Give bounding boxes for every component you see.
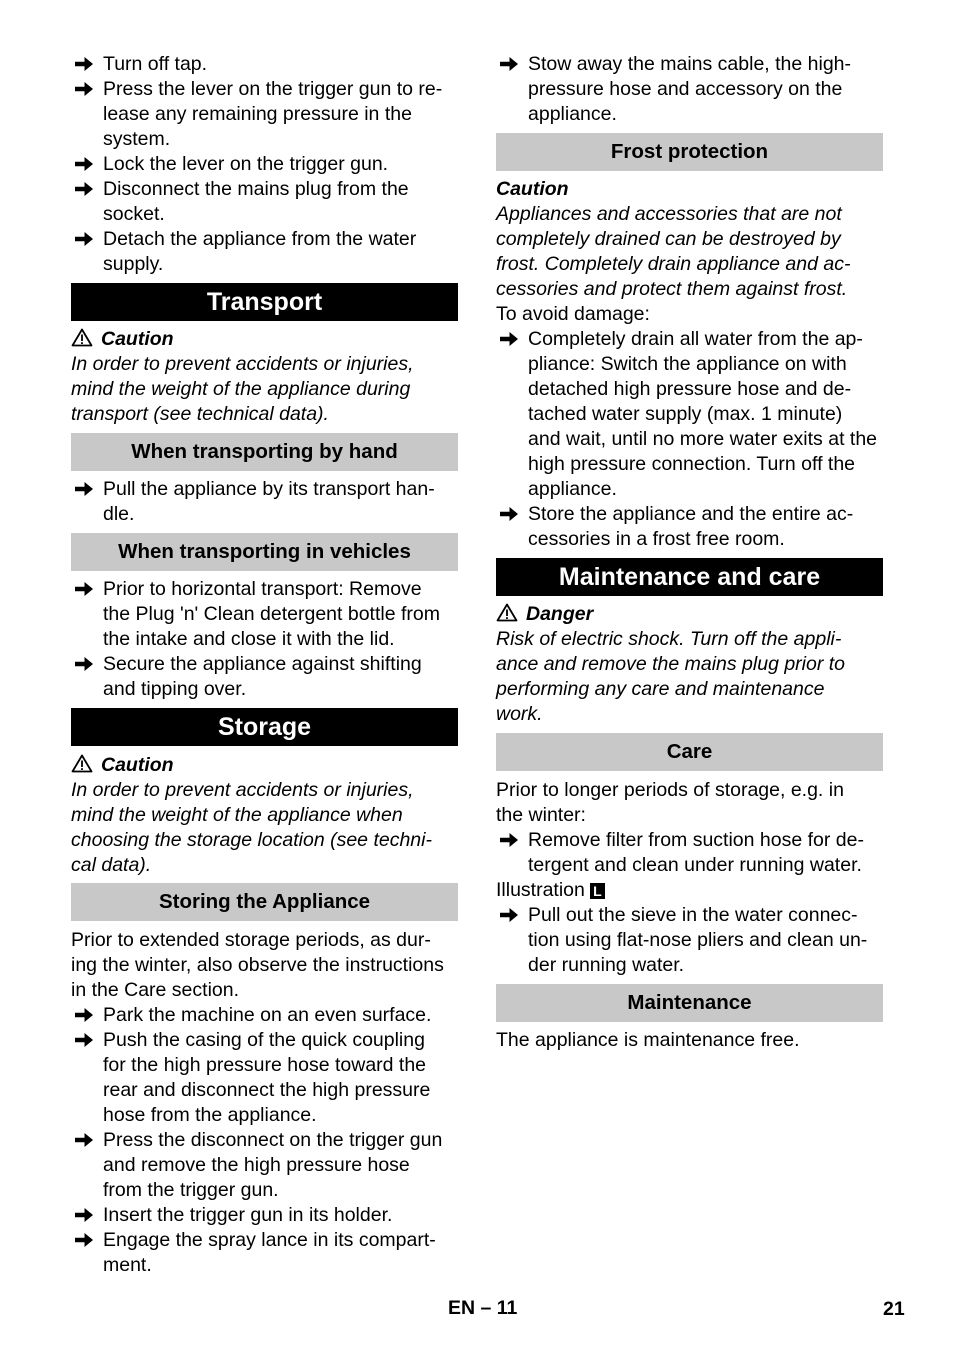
bullet-text-line: dle.	[103, 503, 135, 525]
heading-maintenance-and-care: Maintenance and care	[496, 558, 883, 596]
text-line: cal data).	[71, 854, 152, 876]
bullet-item	[496, 52, 883, 127]
illustration-letter-badge: L	[590, 883, 605, 899]
danger-label: Danger	[496, 602, 593, 627]
bullet-item	[71, 477, 458, 527]
warning-icon	[496, 603, 518, 622]
text-line: Prior to longer periods of storage, e.g. in	[496, 779, 844, 801]
bullet-item	[71, 77, 458, 152]
storing-intro	[71, 928, 458, 1003]
bullet-text-line: appliance.	[528, 103, 617, 125]
arrow-right-icon	[74, 179, 94, 199]
bullet-text-line: Push the casing of the quick coupling	[103, 1029, 425, 1051]
maintenance-text: The appliance is maintenance free.	[496, 1029, 800, 1051]
care-intro	[496, 778, 883, 828]
arrow-right-icon	[499, 329, 519, 349]
heading-storage: Storage	[71, 708, 458, 746]
bullet-item	[496, 327, 883, 502]
heading-maintenance: Maintenance	[496, 984, 883, 1022]
caution-text-storage	[71, 778, 458, 878]
bullet-text-line: Turn off tap.	[103, 53, 208, 75]
bullet-text-line: for the high pressure hose toward the	[103, 1054, 427, 1076]
heading-transport: Transport	[71, 283, 458, 321]
bullet-text-line: Insert the trigger gun in its holder.	[103, 1204, 393, 1226]
bullet-text-line: lease any remaining pressure in the	[103, 103, 412, 125]
bullet-text-line: hose from the appliance.	[103, 1104, 317, 1126]
bullet-item	[496, 502, 883, 552]
bullet-text-line: appliance.	[528, 478, 617, 500]
bullet-text-line: system.	[103, 128, 171, 150]
bullet-text-line: tached water supply (max. 1 minute)	[528, 403, 843, 425]
arrow-right-icon	[499, 830, 519, 850]
caution-label-storage: Caution	[71, 753, 174, 778]
bullet-text-line: tion using flat-nose pliers and clean un-	[528, 929, 868, 951]
bullet-item	[71, 227, 458, 277]
arrow-right-icon	[74, 1230, 94, 1250]
bullet-text-line: Remove filter from suction hose for de-	[528, 829, 864, 851]
arrow-right-icon	[499, 54, 519, 74]
arrow-right-icon	[74, 579, 94, 599]
bullet-text-line: Secure the appliance against shifting	[103, 653, 422, 675]
bullet-text-line: from the trigger gun.	[103, 1179, 279, 1201]
text-line: frost. Completely drain appliance and ac-	[496, 253, 851, 275]
bullet-text-line: and remove the high pressure hose	[103, 1154, 410, 1176]
bullet-text-line: rear and disconnect the high pressure	[103, 1079, 431, 1101]
arrow-right-icon	[74, 79, 94, 99]
danger-text	[496, 627, 883, 727]
bullet-item	[71, 52, 458, 77]
bullet-text-line: supply.	[103, 253, 164, 275]
page-number: 21	[883, 1298, 905, 1320]
arrow-right-icon	[74, 229, 94, 249]
heading-storing-appliance: Storing the Appliance	[71, 883, 458, 921]
text-line: in the Care section.	[71, 979, 240, 1001]
bullet-text-line: Engage the spray lance in its compart-	[103, 1229, 436, 1251]
bullet-text-line: Park the machine on an even surface.	[103, 1004, 432, 1026]
arrow-right-icon	[74, 654, 94, 674]
bullet-text-line: the intake and close it with the lid.	[103, 628, 395, 650]
illustration-ref: Illustration L	[496, 878, 883, 903]
warning-icon	[71, 328, 93, 347]
bullet-text-line: Lock the lever on the trigger gun.	[103, 153, 389, 175]
bullet-text-line: detached high pressure hose and de-	[528, 378, 852, 400]
arrow-right-icon	[74, 1005, 94, 1025]
text-line: completely drained can be destroyed by	[496, 228, 841, 250]
bullet-item	[71, 152, 458, 177]
text-line: Prior to extended storage periods, as dur-	[71, 929, 431, 951]
bullet-text-line: Pull the appliance by its transport han-	[103, 478, 435, 500]
bullet-item	[496, 903, 883, 978]
bullet-text-line: Completely drain all water from the ap-	[528, 328, 863, 350]
text-line: In order to prevent accidents or injuries,	[71, 779, 414, 801]
arrow-right-icon	[74, 54, 94, 74]
bullet-item	[496, 828, 883, 878]
bullet-text-line: high pressure connection. Turn off the	[528, 453, 856, 475]
bullet-item	[71, 652, 458, 702]
bullet-text-line: Prior to horizontal transport: Remove	[103, 578, 422, 600]
text-line: mind the weight of the appliance when	[71, 804, 403, 826]
bullet-item	[71, 1003, 458, 1028]
text-line: mind the weight of the appliance during	[71, 378, 411, 400]
bullet-text-line: Stow away the mains cable, the high-	[528, 53, 852, 75]
bullet-text-line: Press the disconnect on the trigger gun	[103, 1129, 443, 1151]
bullet-text-line: cessories in a frost free room.	[528, 528, 785, 550]
bullet-item	[71, 1028, 458, 1128]
bullet-text-line: ment.	[103, 1254, 152, 1276]
text-line: work.	[496, 703, 543, 725]
bullet-text-line: Pull out the sieve in the water connec-	[528, 904, 858, 926]
arrow-right-icon	[499, 504, 519, 524]
bullet-text-line: der running water.	[528, 954, 685, 976]
bullet-item	[71, 1128, 458, 1203]
bullet-text-line: Press the lever on the trigger gun to re-	[103, 78, 443, 100]
text-line: choosing the storage location (see techni-	[71, 829, 432, 851]
bullet-item	[71, 177, 458, 227]
text-line: In order to prevent accidents or injuries,	[71, 353, 414, 375]
bullet-text-line: and tipping over.	[103, 678, 247, 700]
heading-transport-vehicles: When transporting in vehicles	[71, 533, 458, 571]
caution-text-transport	[71, 352, 458, 427]
bullet-text-line: the Plug 'n' Clean detergent bottle from	[103, 603, 440, 625]
text-line: performing any care and maintenance	[496, 678, 825, 700]
bullet-item	[71, 1203, 458, 1228]
caution-label-transport: Caution	[71, 327, 174, 352]
bullet-text-line: Disconnect the mains plug from the	[103, 178, 409, 200]
bullet-text-line: tergent and clean under running water.	[528, 854, 862, 876]
bullet-item	[71, 577, 458, 652]
text-line: Appliances and accessories that are not	[496, 203, 842, 225]
bullet-text-line: Store the appliance and the entire ac-	[528, 503, 854, 525]
text-line: Risk of electric shock. Turn off the appli-	[496, 628, 842, 650]
heading-transport-by-hand: When transporting by hand	[71, 433, 458, 471]
arrow-right-icon	[499, 905, 519, 925]
caution-label-frost: Caution	[496, 178, 569, 200]
caution-text-frost	[496, 202, 883, 302]
text-line: cessories and protect them against frost.	[496, 278, 848, 300]
heading-frost-protection: Frost protection	[496, 133, 883, 171]
text-line: the winter:	[496, 804, 586, 826]
bullet-text-line: pliance: Switch the appliance on with	[528, 353, 847, 375]
bullet-text-line: socket.	[103, 203, 165, 225]
avoid-damage-text: To avoid damage:	[496, 303, 650, 325]
heading-care: Care	[496, 733, 883, 771]
warning-icon	[71, 754, 93, 773]
footer-section-label: EN – 11	[448, 1297, 518, 1319]
bullet-text-line: and wait, until no more water exits at the	[528, 428, 878, 450]
text-line: ing the winter, also observe the instructions	[71, 954, 444, 976]
bullet-item	[71, 1228, 458, 1278]
bullet-text-line: pressure hose and accessory on the	[528, 78, 843, 100]
bullet-text-line: Detach the appliance from the water	[103, 228, 417, 250]
arrow-right-icon	[74, 479, 94, 499]
arrow-right-icon	[74, 1205, 94, 1225]
text-line: ance and remove the mains plug prior to	[496, 653, 846, 675]
arrow-right-icon	[74, 1030, 94, 1050]
arrow-right-icon	[74, 1130, 94, 1150]
arrow-right-icon	[74, 154, 94, 174]
text-line: transport (see technical data).	[71, 403, 329, 425]
